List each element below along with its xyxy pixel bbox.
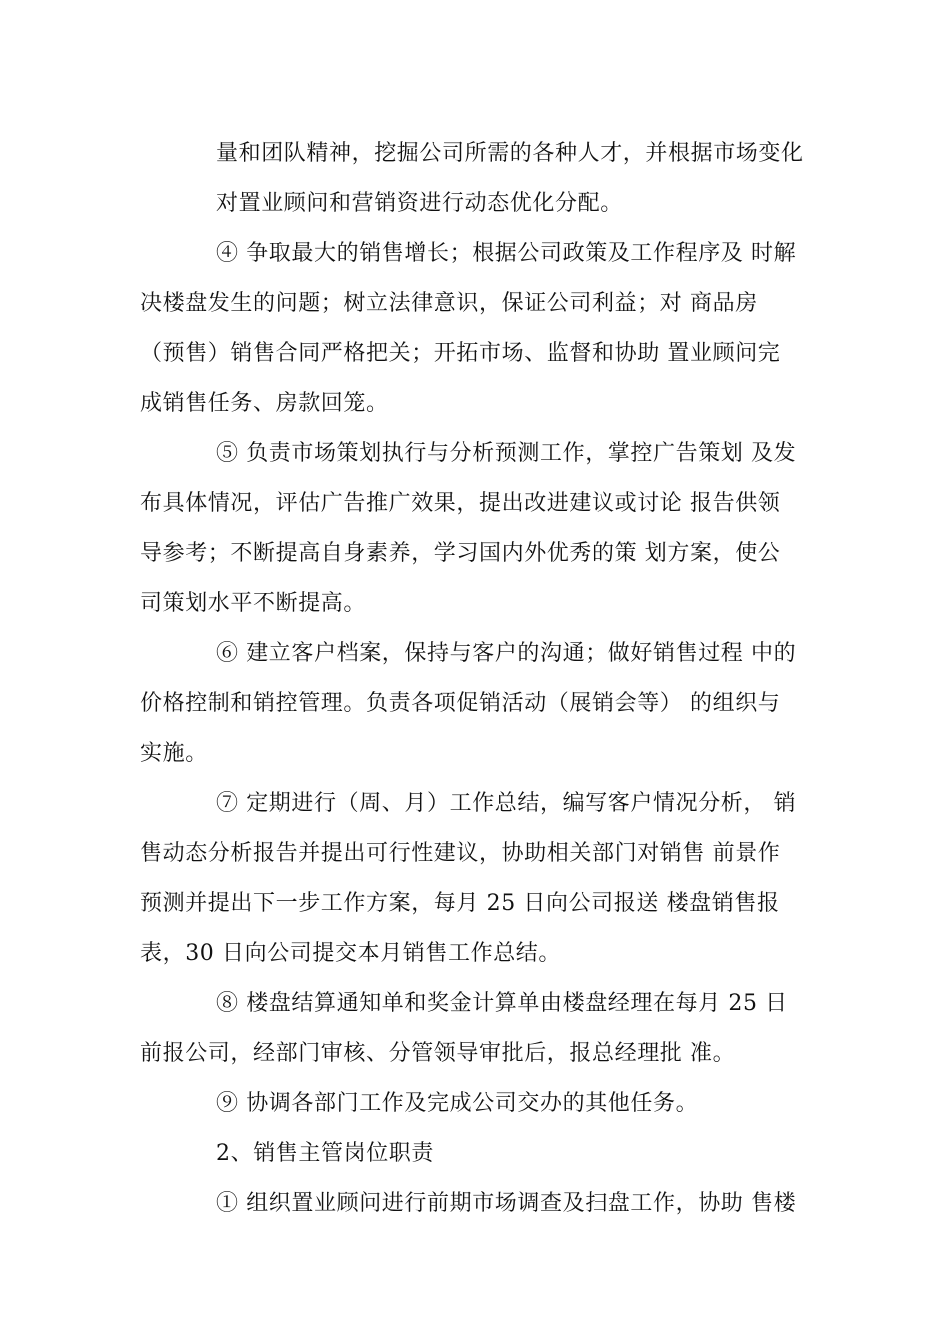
- text-line: 预测并提出下一步工作方案，每月 25 日向公司报送 楼盘销售报: [140, 891, 780, 916]
- text-line: 决楼盘发生的问题；树立法律意识，保证公司利益；对 商品房: [140, 291, 758, 316]
- text-line: 实施。: [140, 741, 208, 766]
- text-line: ⑨ 协调各部门工作及完成公司交办的其他任务。: [216, 1091, 699, 1116]
- text-line: ④ 争取最大的销售增长；根据公司政策及工作程序及 时解: [216, 241, 797, 266]
- text-line: ⑧ 楼盘结算通知单和奖金计算单由楼盘经理在每月 25 日: [216, 991, 788, 1016]
- text-line: ① 组织置业顾问进行前期市场调查及扫盘工作，协助 售楼: [216, 1191, 797, 1216]
- text-line: 对置业顾问和营销资进行动态优化分配。: [216, 191, 623, 216]
- text-line: 导参考；不断提高自身素养，学习国内外优秀的策 划方案，使公: [140, 541, 781, 566]
- text-line: 布具体情况，评估广告推广效果，提出改进建议或讨论 报告供领: [140, 491, 781, 516]
- section-heading: 2、销售主管岗位职责: [216, 1141, 434, 1166]
- text-line: 司策划水平不断提高。: [140, 591, 367, 616]
- text-line: （预售）销售合同严格把关；开拓市场、监督和协助 置业顾问完: [140, 341, 781, 366]
- text-line: 售动态分析报告并提出可行性建议，协助相关部门对销售 前景作: [140, 841, 781, 866]
- text-line: ⑤ 负责市场策划执行与分析预测工作，掌控广告策划 及发: [216, 441, 797, 466]
- text-line: 表，30 日向公司提交本月销售工作总结。: [140, 941, 561, 966]
- text-line: ⑥ 建立客户档案，保持与客户的沟通；做好销售过程 中的: [216, 641, 797, 666]
- text-line: 价格控制和销控管理。负责各项促销活动（展销会等） 的组织与: [140, 691, 781, 716]
- text-line: ⑦ 定期进行（周、月）工作总结，编写客户情况分析， 销: [216, 791, 797, 816]
- text-line: 量和团队精神，挖掘公司所需的各种人才，并根据市场变化: [216, 141, 804, 166]
- text-line: 前报公司，经部门审核、分管领导审批后，报总经理批 准。: [140, 1041, 736, 1066]
- text-line: 成销售任务、房款回笼。: [140, 391, 389, 416]
